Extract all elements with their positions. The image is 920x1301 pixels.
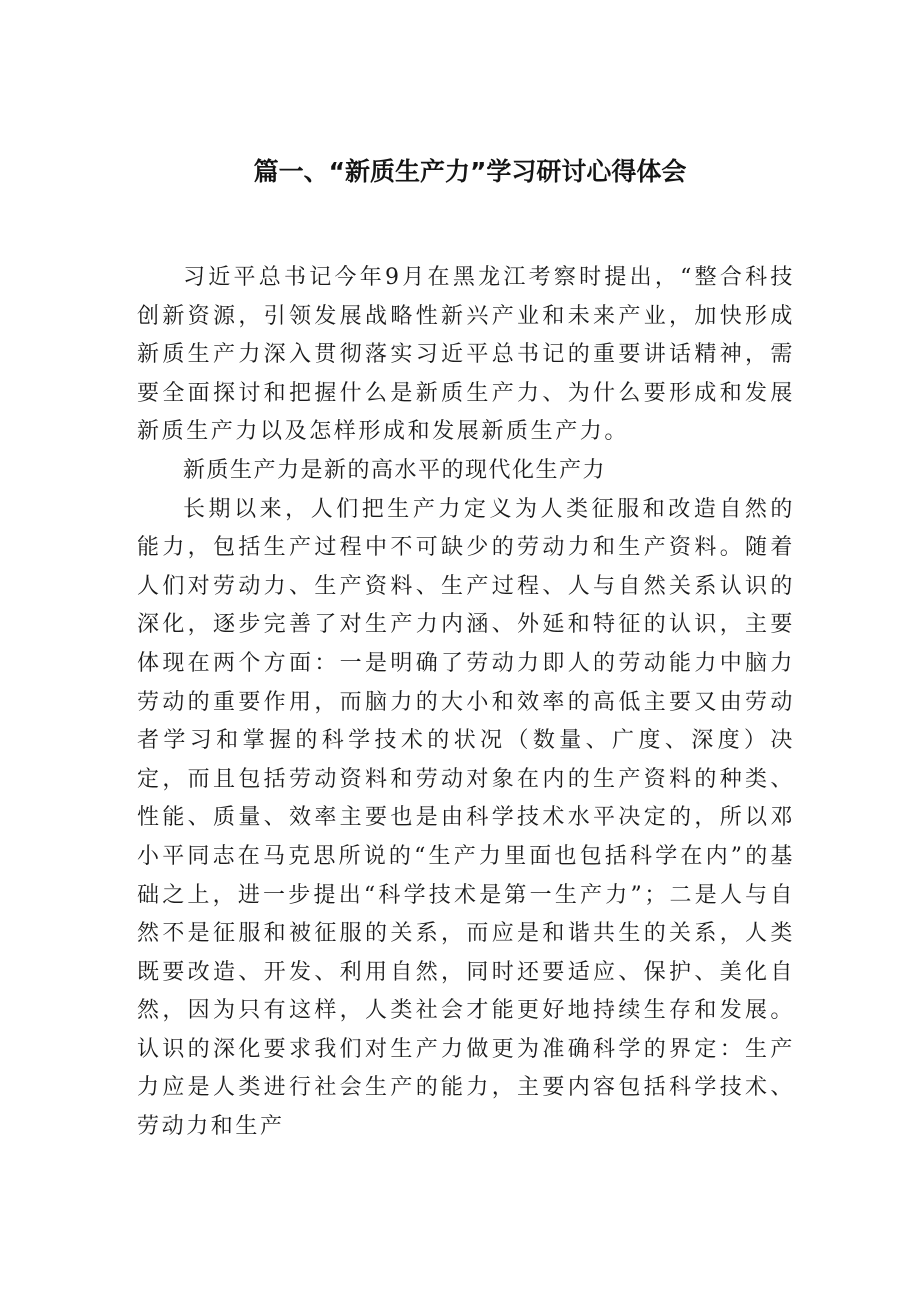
section-heading: 新质生产力是新的高水平的现代化生产力: [183, 457, 607, 483]
document-body: [137, 259, 795, 1147]
document-title: 篇一、“新质生产力”学习研讨心得体会: [253, 157, 687, 186]
paragraph-intro: 习近平总书记今年9月在黑龙江考察时提出，“整合科技创新资源，引领发展战略性新兴产业和未来产业，加快形成新质生产力深入贯彻落实习近平总书记的重要讲话精神，需要全面探讨和把握什么是新质生产力、为什么要形成和发展新质生产力以及怎样形成和发展新质生产力。: [137, 265, 795, 445]
paragraph-body: 长期以来，人们把生产力定义为人类征服和改造自然的能力，包括生产过程中不可缺少的劳动力和生产资料。随着人们对劳动力、生产资料、生产过程、人与自然关系认识的深化，逐步完善了对生产力内涵、外延和特征的认识，主要体现在两个方面：一是明确了劳动力即人的劳动能力中脑力劳动的重要作用，而脑力的大小和效率的高低主要又由劳动者学习和掌握的科学技术的状况（数量、广度、深度）决定，而且包括劳动资料和劳动对象在内的生产资料的种类、性能、质量、效率主要也是由科学技术水平决定的，所以邓小平同志在马克思所说的“生产力里面也包括科学在内”的基础之上，进一步提出“科学技术是第一生产力”；二是人与自然不是征服和被征服的关系，而应是和谐共生的关系，人类既要改造、开发、利用自然，同时还要适应、保护、美化自然，因为只有这样，人类社会才能更好地持续生存和发展。认识的深化要求我们对生产力做更为准确科学的界定：生产力应是人类进行社会生产的能力，主要内容包括科学技术、劳动力和生产: [137, 496, 795, 1140]
